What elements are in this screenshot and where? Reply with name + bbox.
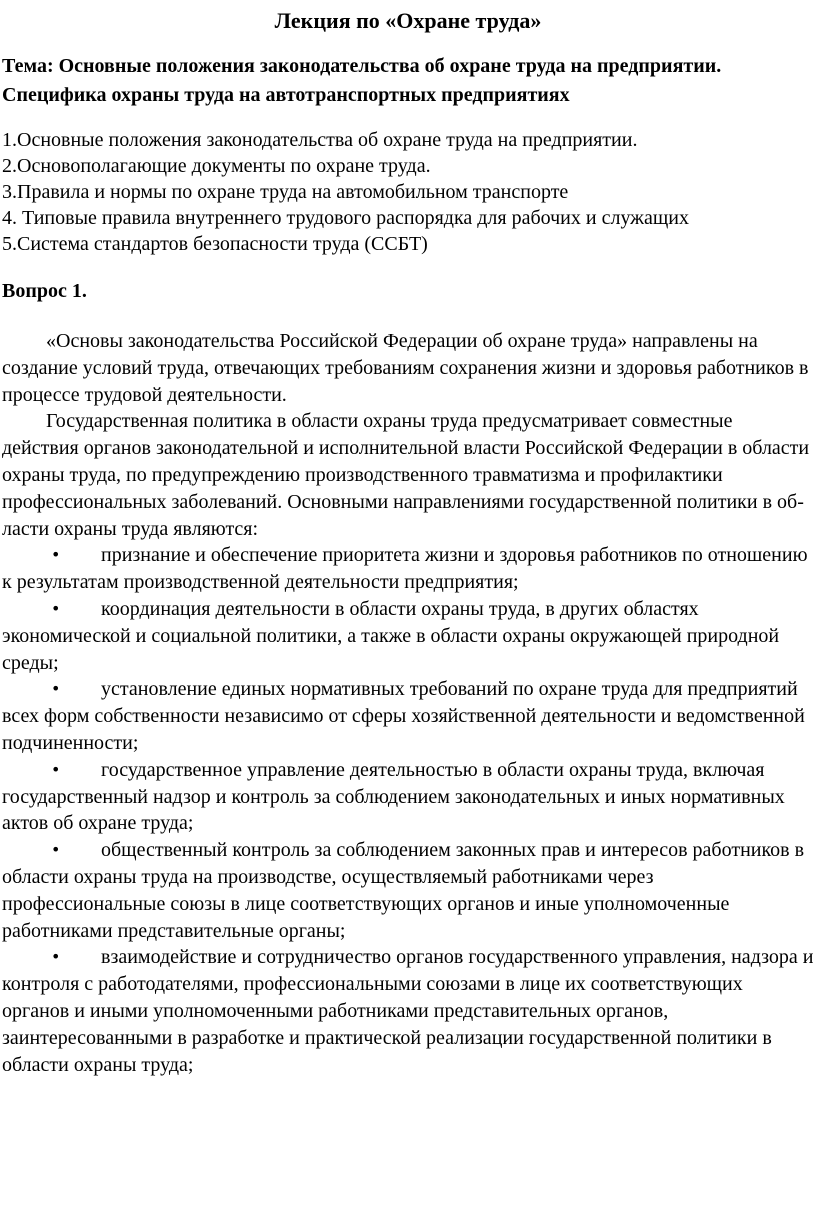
lecture-topic: Тема: Основные положения законодательства об охране труда на предприятии. Специфика охраны труда на автотранспортных предприятиях [2,55,722,106]
bullet-icon: • [51,947,61,967]
list-item [2,542,814,596]
list-item [2,596,814,676]
policy-directions-list [2,542,814,1078]
bullet-icon: • [51,759,61,779]
plan-item: 4. Типовые правила внутреннего трудового распорядка для рабочих и служащих [2,207,689,229]
list-item [2,944,814,1078]
bullet-icon: • [51,598,61,618]
plan-item: 5.Система стандартов безопасности труда (ССБТ) [2,233,428,255]
list-item [2,757,814,837]
list-item-text: признание и обеспечение приоритета жизни и здоровья работников по отношению к результатам производственной деятельности предприятия; [2,544,808,594]
list-item-text: общественный контроль за соблюдением законных прав и интересов работников в области охраны труда на производстве, осуществляемый работниками через профессиональные союзы в лице соответствующих органов и иные уполномоченные работниками представительные органы; [2,839,805,942]
question-heading: Вопрос 1. [2,280,87,302]
lecture-plan-list [2,127,814,257]
list-item-text: установление единых нормативных требований по охране труда для предприятий всех форм собственности независимо от сферы хозяйственной деятельности и ведомственной подчиненности; [2,678,805,754]
bullet-icon: • [51,545,61,565]
plan-item: 3.Правила и нормы по охране труда на автомобильном транспорте [2,181,569,203]
body-paragraph: Государственная политика в области охраны труда предусматривает совместные действия органов законодательной и исполнительной власти Российской Федерации в области охраны труда, по предупреждению производственного травматизма и профилактики профессиональных заболеваний. Основными направлениями государственной политики в об-ласти охраны труда являются: [2,410,810,540]
lecture-title: Лекция по «Охране труда» [274,8,542,33]
bullet-icon: • [51,679,61,699]
list-item [2,837,814,944]
list-item [2,676,814,756]
plan-item: 2.Основополагающие документы по охране труда. [2,155,431,177]
bullet-icon: • [51,840,61,860]
list-item-text: государственное управление деятельностью в области охраны труда, включая государственный надзор и контроль за соблюдением законодательных и иных нормативных актов об охране труда; [2,758,785,835]
plan-item: 1.Основные положения законодательства об охране труда на предприятии. [2,129,638,151]
list-item-text: координация деятельности в области охраны труда, в других областях экономической и социальной политики, а также в области охраны окружающей природной среды; [2,597,780,674]
list-item-text: взаимодействие и сотрудничество органов государственного управления, надзора и контроля с работодателями, профессиональными союзами в лице их соответствующих органов и иными уполномоченными работниками представительных органов, заинтересованными в разработке и практической реализации государственной политики в области охраны труда; [2,946,814,1076]
body-paragraph: «Основы законодательства Российской Федерации об охране труда» направлены на создание условий труда, отвечающих требованиям сохранения жизни и здоровья работников в процессе трудовой деятельности. [2,330,809,406]
